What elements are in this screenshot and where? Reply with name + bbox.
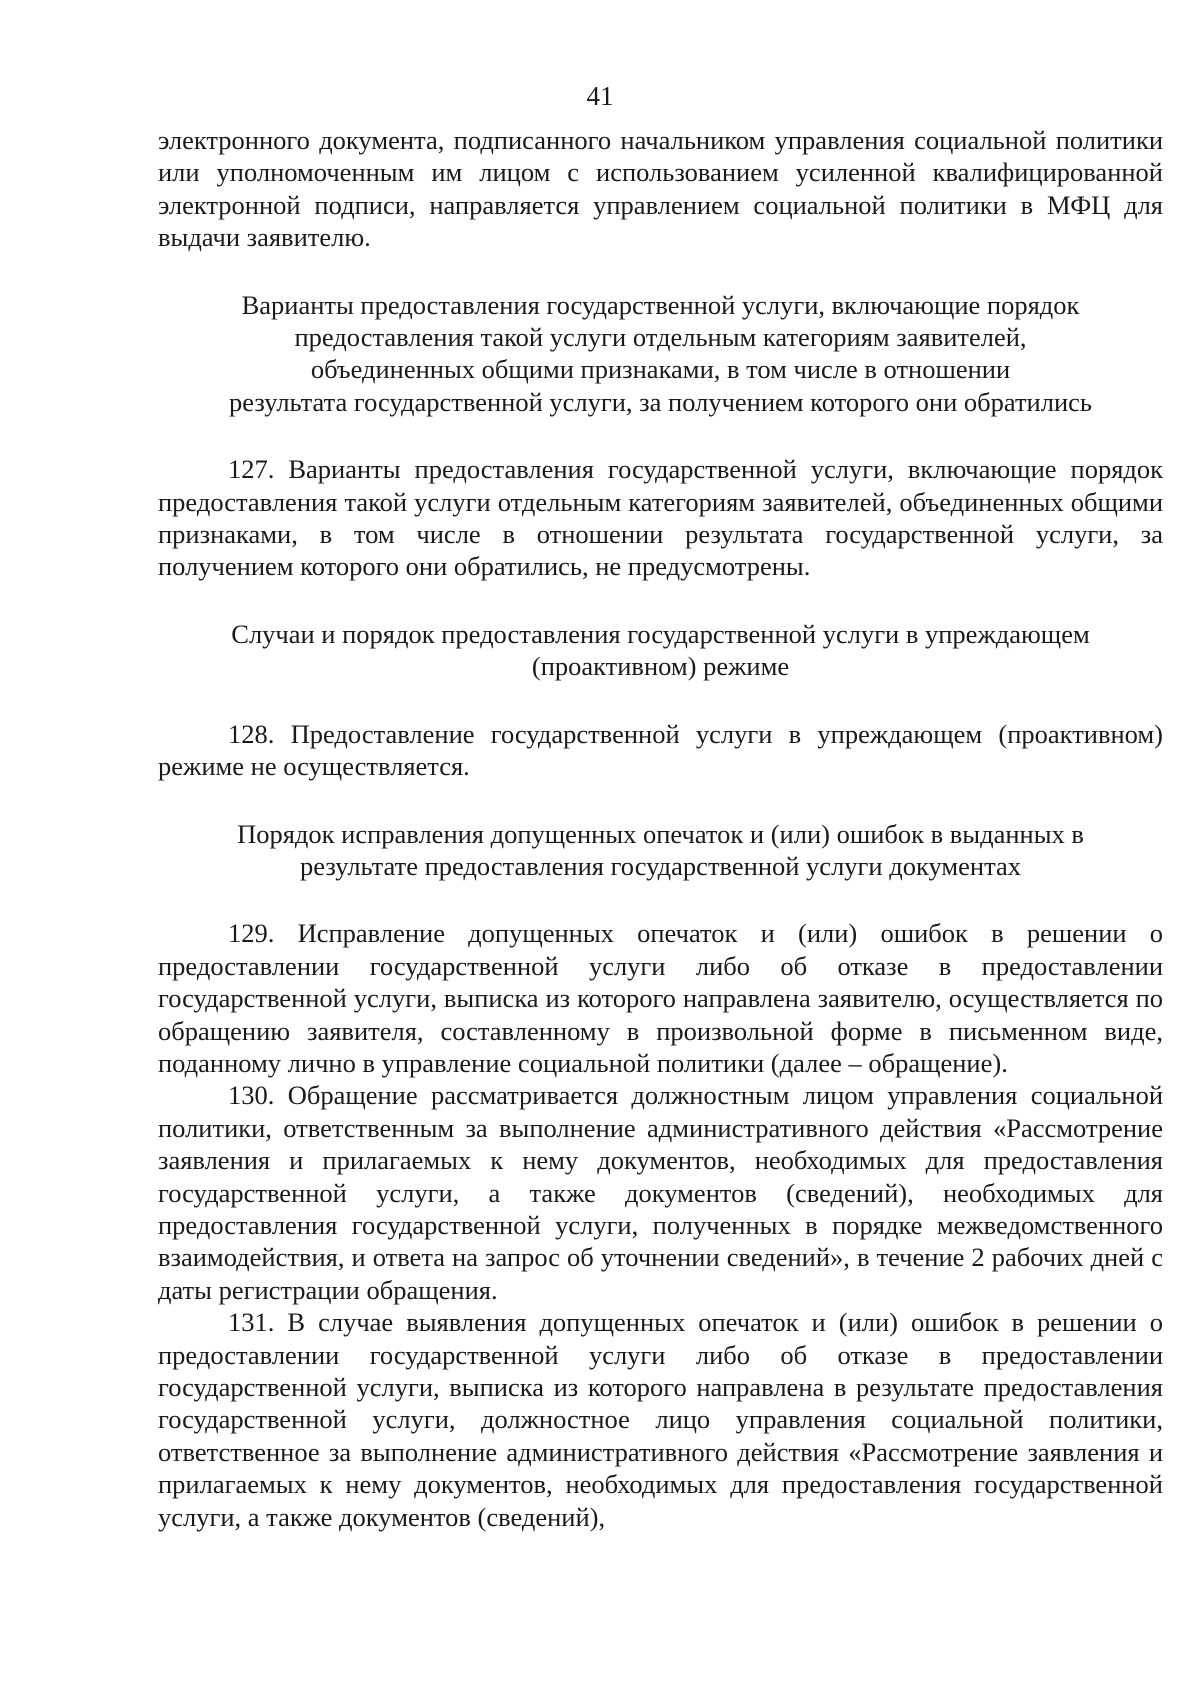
- paragraph-text: Обращение рассматривается должностным лицом управления социальной политики, ответственным за выполнение административного действия «Рассмотрение заявления и прилагаемых к нему документов, необходимых для предоставления государственной услуги, а также документов (сведений), необходимых для предоставления государственной услуги, полученных в порядке межведомственного взаимодействия, и ответа на запрос об уточнении сведений», в течение 2 рабочих дней с даты регистрации обращения.: [158, 1080, 1163, 1305]
- section-heading-proactive: [158, 618, 1163, 683]
- heading-line: объединенных общими признаками, в том числе в отношении: [310, 354, 1011, 385]
- paragraph-number: 127.: [228, 454, 275, 485]
- heading-line: Варианты предоставления государственной услуги, включающие порядок: [241, 289, 1080, 320]
- heading-line: Случаи и порядок предоставления государственной услуги в упреждающем: [231, 618, 1090, 649]
- paragraph-130: [158, 1079, 1163, 1306]
- paragraph-text: Варианты предоставления государственной услуги, включающие порядок предоставления такой услуги отдельным категориям заявителей, объединенных общими признаками, в том числе в отношении результата государственной услуги, за получением которого они обратились, не предусмотрены.: [158, 454, 1163, 582]
- intro-paragraph: электронного документа, подписанного начальником управления социальной политики или уполномоченным им лицом с использованием усиленной квалифицированной электронной подписи, направляется управлением социальной политики в МФЦ для выдачи заявителю.: [158, 125, 1163, 253]
- section-heading-corrections: [158, 818, 1163, 883]
- heading-line: предоставления такой услуги отдельным категориям заявителей,: [294, 322, 1027, 353]
- heading-line: (проактивном) режиме: [531, 651, 790, 682]
- paragraph-text: Предоставление государственной услуги в упреждающем (проактивном) режиме не осуществляется.: [158, 718, 1163, 782]
- heading-line: результате предоставления государственной услуги документах: [300, 850, 1021, 881]
- paragraph-128: [158, 718, 1163, 783]
- section-heading-variants: [158, 289, 1163, 419]
- document-body: [158, 124, 1163, 1533]
- heading-line: Порядок исправления допущенных опечаток и (или) ошибок в выданных в: [237, 818, 1084, 849]
- paragraph-131: [158, 1306, 1163, 1533]
- heading-line: результата государственной услуги, за получением которого они обратились: [228, 386, 1092, 417]
- paragraph-number: 131.: [228, 1307, 275, 1338]
- page-number: 41: [586, 81, 614, 111]
- paragraph-number: 130.: [228, 1080, 275, 1111]
- paragraph-127: [158, 453, 1163, 583]
- paragraph-number: 129.: [228, 918, 275, 949]
- paragraph-text: В случае выявления допущенных опечаток и (или) ошибок в решении о предоставлении государственной услуги либо об отказе в предоставлении государственной услуги, выписка из которого направлена в результате предоставления государственной услуги, должностное лицо управления социальной политики, ответственное за выполнение административного действия «Рассмотрение заявления и прилагаемых к нему документов, необходимых для предоставления государственной услуги, а также документов (сведений),: [158, 1307, 1163, 1532]
- paragraph-text: Исправление допущенных опечаток и (или) ошибок в решении о предоставлении государственной услуги либо об отказе в предоставлении государственной услуги, выписка из которого направлена заявителю, осуществляется по обращению заявителя, составленному в произвольной форме в письменном виде, поданному лично в управление социальной политики (далее – обращение).: [158, 918, 1164, 1078]
- paragraph-number: 128.: [228, 718, 275, 749]
- paragraph-129: [158, 917, 1163, 1079]
